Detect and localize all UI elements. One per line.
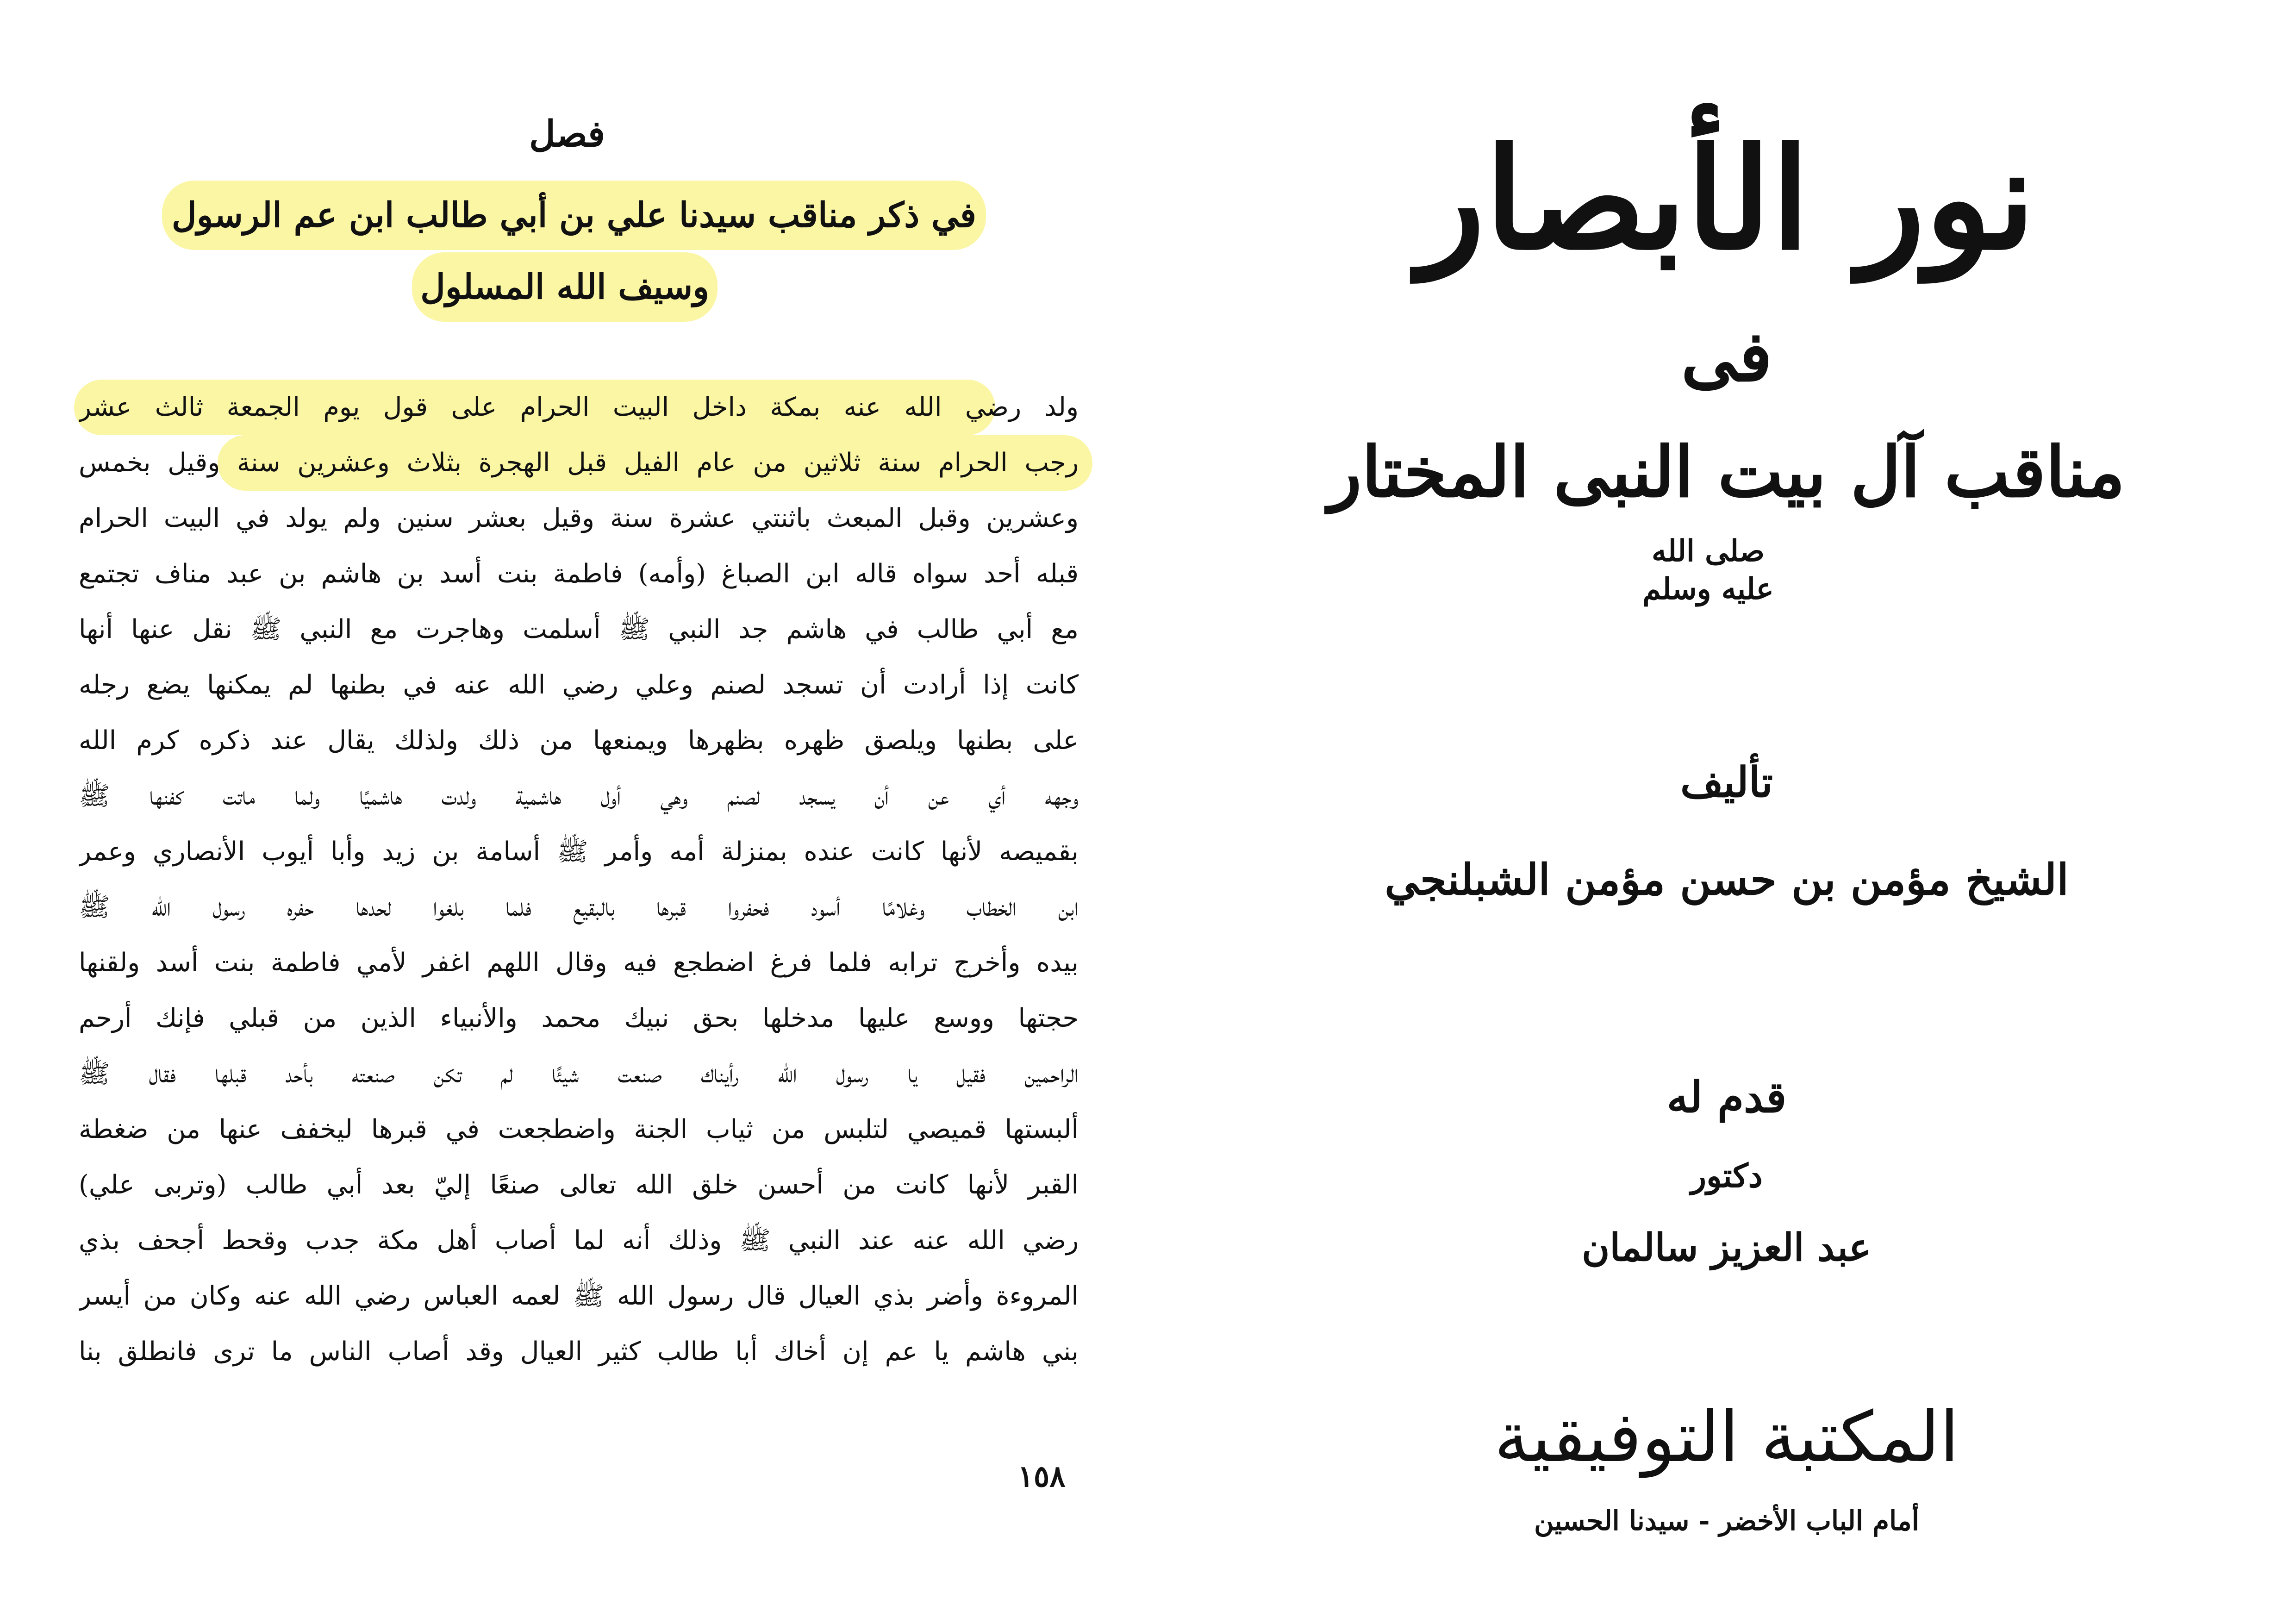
- body-line: الراحمين فقيل يا رسول الله رأيناك صنعت شيئًا لم تكن صنعته بأحد قبلها فقال ﷺ: [79, 1059, 1079, 1089]
- body-line: ألبستها قميصي لتلبس من ثياب الجنة واضطجعت في قبرها ليخفف عنها من ضغطة: [79, 1114, 1079, 1144]
- blessing-calligraphy: صلى الله عليه وسلم: [1642, 534, 1774, 606]
- introduction-label: قدم له: [1666, 1072, 1787, 1122]
- body-line: حجتها ووسع عليها مدخلها بحق نبيك محمد والأنبياء الذين من قبلي فإنك أرحم: [79, 1003, 1079, 1033]
- authorship-label: تأليف: [1680, 758, 1773, 807]
- body-line: ابن الخطاب وغلامًا أسود فحفروا قبرها بالبقيع فلما بلغوا لحدها حفره رسول الله ﷺ: [79, 892, 1079, 922]
- body-line: رضي الله عنه عند النبي ﷺ وذلك أنه لما أصاب أهل مكة جدب وقحط أجحف بذي: [79, 1225, 1079, 1255]
- right-page: [1148, 0, 2296, 1624]
- body-line: المروءة وأضر بذي العيال قال رسول الله ﷺ لعمه العباس رضي الله عنه وكان من أيسر: [79, 1281, 1079, 1311]
- page-number: ١٥٨: [1017, 1459, 1066, 1494]
- body-line: مع أبي طالب في هاشم جد النبي ﷺ أسلمت وهاجرت مع النبي ﷺ نقل عنها أنها: [79, 614, 1079, 644]
- author-name: الشيخ مؤمن بن حسن مؤمن الشبلنجي: [1385, 855, 2069, 905]
- highlighted-chapter-title-line-2: وسيف الله المسلول: [412, 252, 718, 322]
- doctor-label: دكتور: [1691, 1156, 1763, 1195]
- body-line: وجهه أي عن أن يسجد لصنم وهي أول هاشمية ولدت هاشميًا ولما ماتت كفنها ﷺ: [79, 781, 1079, 811]
- highlighted-chapter-title-line-1: في ذكر مناقب سيدنا علي بن أبي طالب ابن عم الرسول: [162, 181, 986, 250]
- body-line: قبله أحد سواه قاله ابن الصباغ (وأمه) فاطمة بنت أسد بن هاشم بن عبد مناف تجتمع: [79, 559, 1079, 589]
- body-line: بيده وأخرج ترابه فلما فرغ اضطجع فيه وقال اللهم اغفر لأمي فاطمة بنت أسد ولقنها: [79, 948, 1079, 978]
- body-text: [79, 380, 1079, 1380]
- introducer-name: عبد العزيز سالمان: [1582, 1225, 1872, 1270]
- body-line: رجب الحرام سنة ثلاثين من عام الفيل قبل الهجرة بثلاث وعشرين سنة وقيل بخمس: [79, 448, 1079, 478]
- body-line: بني هاشم يا عم إن أخاك أبا طالب كثير العيال وقد أصاب الناس ما ترى فانطلق بنا: [79, 1337, 1079, 1367]
- body-line: كانت إذا أرادت أن تسجد لصنم وعلي رضي الله عنه في بطنها لم يمكنها يضع رجله: [79, 670, 1079, 700]
- body-line: على بطنها ويلصق ظهره بظهرها ويمنعها من ذلك ولذلك يقال عند ذكره كرم الله: [79, 725, 1079, 756]
- title-connector: فى: [1681, 316, 1772, 397]
- chapter-heading: فصل: [529, 113, 605, 155]
- publisher-name: المكتبة التوفيقية: [1494, 1397, 1959, 1478]
- book-subtitle: مناقب آل بيت النبى المختار: [1328, 431, 2125, 513]
- publisher-address: أمام الباب الأخضر - سيدنا الحسين: [1534, 1505, 1919, 1537]
- body-line: وعشرين وقبل المبعث باثنتي عشرة سنة وقيل بعشر سنين ولم يولد في البيت الحرام: [79, 503, 1079, 533]
- body-line: بقميصه لأنها كانت عنده بمنزلة أمه وأمر ﷺ أسامة بن زيد وأبا أيوب الأنصاري وعمر: [79, 837, 1079, 867]
- body-line: ولد رضي الله عنه بمكة داخل البيت الحرام على قول يوم الجمعة ثالث عشر: [79, 392, 1079, 422]
- book-title: نور الأبصار: [1418, 117, 2035, 281]
- body-line: القبر لأنها كانت من أحسن خلق الله تعالى صنعًا إليّ بعد أبي طالب (وتربى علي): [79, 1170, 1079, 1200]
